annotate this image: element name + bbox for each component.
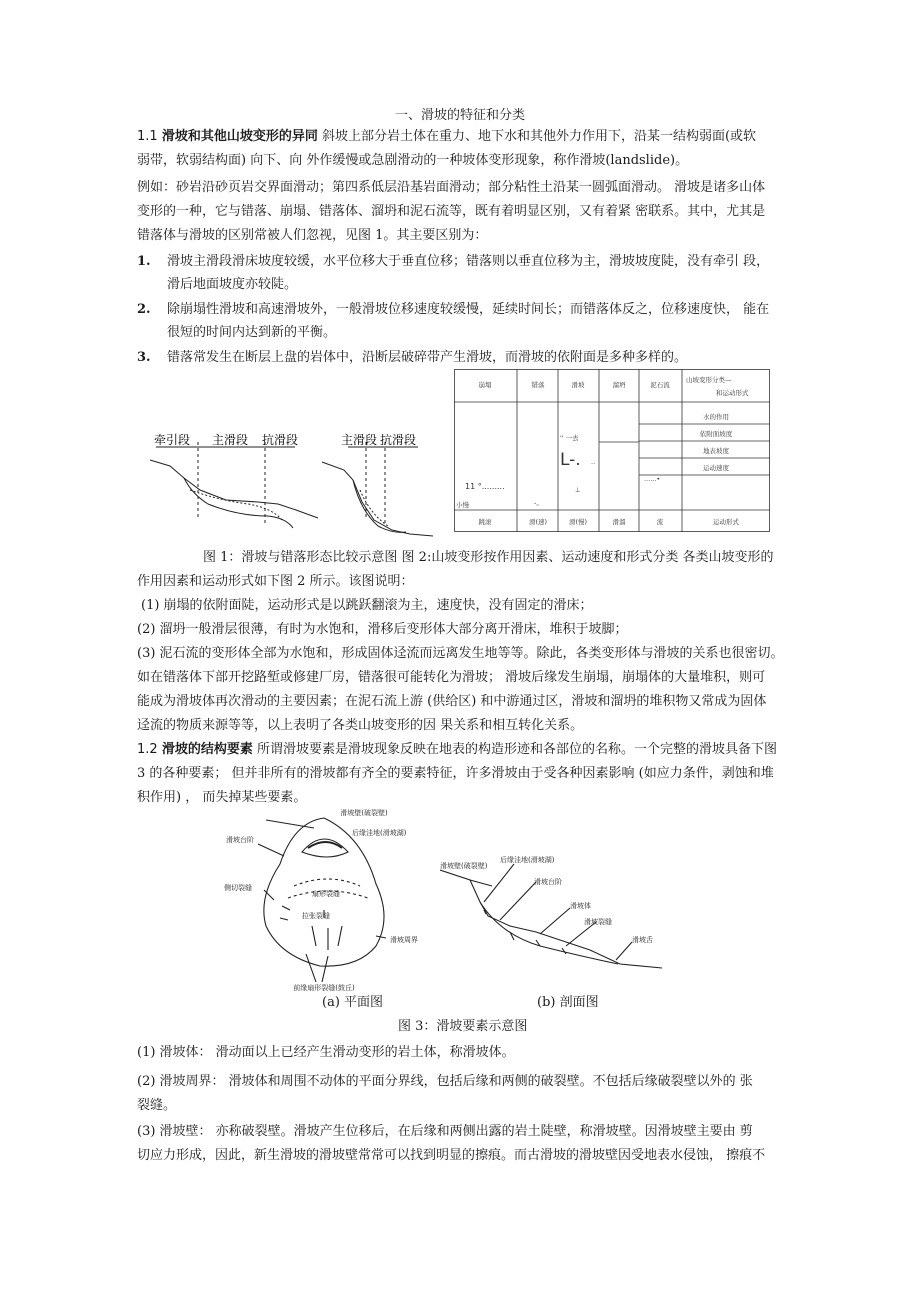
- paragraph-line: 弱带，软弱结构面) 向下、向 外作缓慢或急剧滑动的一种坡体变形现象，称作滑坡(landslide)。: [137, 153, 689, 168]
- table-mark: '' 一去: [560, 434, 579, 442]
- paragraph-line: 作用因素和运动形式如下图 2 所示。该图说明：: [137, 574, 414, 589]
- factor-label: 依附面坡度: [699, 430, 733, 438]
- list-text-line: 很短的时间内达到新的平衡。: [167, 325, 337, 340]
- figure-2-classification-table: [454, 369, 770, 532]
- section-1-1-text: 斜坡上部分岩土体在重力、地下水和其他外力作用下，沿某一结构弱面(或软: [321, 129, 757, 144]
- list-item: [137, 346, 817, 370]
- fig3-section-label: 滑坡台阶: [534, 878, 562, 886]
- subfigure-label-b: (b) 剖面图: [537, 995, 599, 1010]
- fan-cracks: [312, 926, 342, 950]
- factor-label: 运动速度: [703, 464, 729, 472]
- list-text-line: 除崩塌性滑坡和高速滑坡外，一般滑坡位移速度较缓慢，延续时间长；而错落体反之，位移速度快， 能在: [167, 302, 770, 317]
- definition-line: (1) 滑坡体： 滑动面以上已经产生滑动变形的岩土体，称滑坡体。: [137, 1045, 515, 1060]
- paragraph-line: 积作用) ， 而失掉某些要素。: [137, 790, 307, 805]
- table-header: 崩塌: [478, 381, 492, 389]
- table-header: 和运动形式: [716, 389, 749, 397]
- figure-3a-plan-view: [224, 806, 436, 992]
- figure-caption: 图 1：滑坡与错落形态比较示意图 图 2:山坡变形按作用因素、运动速度和形式分类 各类山坡变形的: [203, 550, 774, 565]
- fig3-plan-label: 后缘洼地(滑坡湖): [352, 829, 407, 837]
- paragraph-line: 能成为滑坡体再次滑动的主要因素；在泥石流上游 (供给区) 和中游通过区，滑坡和溜坍的堆积物又常成为固体: [137, 694, 767, 709]
- list-text-line: 滑坡主滑段滑床坡度较缓，水平位移大于垂直位移；错落则以垂直位移为主，滑坡坡度陡，没有牵引 段，: [167, 254, 770, 269]
- table-mark: ⊥: [575, 486, 581, 494]
- motion-label: 运动形式: [713, 518, 739, 526]
- slide-surface-curve: [184, 478, 293, 528]
- section-1-2-number: 1.2: [137, 742, 158, 757]
- fig1-label: 主滑段: [211, 433, 249, 447]
- table-header: 错落: [531, 381, 545, 389]
- section-1-1-heading: 滑坡和其他山坡变形的异同: [161, 129, 318, 144]
- slide-body-outline: [190, 490, 282, 520]
- fig3-plan-label: 滑坡周界: [390, 936, 418, 944]
- fig3-section-label: 滑坡壁(破裂壁): [440, 862, 488, 870]
- motion-label: 滑(速): [528, 518, 548, 526]
- table-mark: -。: [534, 499, 543, 507]
- figure-3-caption: 图 3：滑坡要素示意图: [398, 1019, 528, 1034]
- page-title: 一、滑坡的特征和分类: [394, 108, 525, 123]
- paragraph-line: 错落体与滑坡的区别常被人们忽视，见图 1。其主要区别为：: [137, 228, 488, 243]
- factor-label: 地表坡度: [703, 447, 729, 455]
- motion-label: 跳滚: [478, 518, 492, 526]
- list-item: [137, 250, 817, 298]
- definition-line: (2) 滑坡周界： 滑坡体和周围不动体的平面分界线，包括后缘和两侧的破裂壁。不包括后缘破裂壁以外的 张: [137, 1074, 753, 1089]
- definition-line: 裂缝。: [137, 1098, 177, 1113]
- table-mark: 小慢: [456, 501, 469, 509]
- list-number: 1.: [137, 254, 151, 269]
- paragraph-line: 变形的一种，它与错落、崩塌、错落体、溜坍和泥石流等，既有着明显区别，又有着紧 密联系。其中，尤其是: [137, 204, 766, 219]
- list-text-line: 错落常发生在断层上盘的岩体中，沿断层破碎带产生滑坡，而滑坡的依附面是多种多样的。: [167, 350, 688, 365]
- paragraph-line: 3 的各种要素； 但并非所有的滑坡都有齐全的要素特征，许多滑坡由于受各种因素影响 (如应力条件，剥蚀和堆: [137, 766, 774, 781]
- table-header: 溜坍: [612, 381, 626, 389]
- list-number: 2.: [137, 302, 151, 317]
- step-line: [294, 879, 360, 886]
- fig3-plan-label: 扇形裂缝: [312, 890, 340, 898]
- section-1-2-first-line: [137, 739, 837, 762]
- fig3-plan-label: 拉张裂缝: [302, 912, 330, 920]
- dislocation-body-outline: [360, 490, 388, 526]
- slope-ground-line: [150, 460, 318, 518]
- paragraph-line: 如在错落体下部开挖路堑或修建厂房，错落很可能转化为滑坡； 滑坡后缘发生崩塌，崩塌体的大量堆积，则可: [137, 670, 766, 685]
- fig3-plan-label: 前缘扇形裂缝(鼓丘): [293, 984, 355, 992]
- list-item: (1) 崩塌的依附面陡，运动形式是以跳跃翻滚为主，速度快，没有固定的滑床；: [141, 598, 593, 613]
- figure-1-slope-comparison: [148, 430, 440, 540]
- figure-3b-section-view: [440, 846, 666, 974]
- paragraph-line: 迳流的物质来源等等，以上表明了各类山坡变形的因 果关系和相互转化关系。: [137, 718, 584, 733]
- fig3-section-label: 滑坡裂缝: [584, 918, 612, 926]
- table-header: 泥石流: [650, 381, 670, 389]
- table-mark: L-.: [560, 450, 581, 470]
- list-item: (3) 泥石流的变形体全部为水饱和，形成固体迳流而远离发生地等等。除此，各类变形体与滑坡的关系也很密切。: [137, 646, 784, 661]
- list-item: [137, 298, 817, 346]
- table-mark: ..: [591, 458, 596, 466]
- fig3-section-label: 后缘洼地(滑坡湖): [500, 856, 555, 864]
- table-header: 滑坡: [571, 381, 585, 389]
- definition-line: 切应力形成，因此，新生滑坡的滑坡壁常常可以找到明显的擦痕。而古滑坡的滑坡壁因受地表水侵蚀， 擦痕不: [137, 1148, 766, 1163]
- fig1-label: 抗滑段: [379, 433, 417, 447]
- slide-surface: [480, 902, 618, 964]
- motion-label: 滑(慢): [568, 518, 588, 526]
- table-mark: ......•: [644, 475, 661, 483]
- definition-line: (3) 滑坡壁： 亦称破裂壁。滑坡产生位移后，在后缘和两侧出露的岩土陡壁，称滑坡壁。因滑坡壁主要由 剪: [137, 1124, 753, 1139]
- motion-label: 滑溜: [612, 518, 626, 526]
- section-1-2-text: 所谓滑坡要素是滑坡现象反映在地表的构造形迹和各部位的名称。一个完整的滑坡具备下图: [256, 742, 777, 757]
- fig1-label: 抗滑段: [261, 433, 299, 447]
- table-header: 山坡变形分类—: [686, 376, 732, 384]
- fig3-section-label: 滑坡体: [570, 902, 591, 910]
- fig3-plan-label: 滑坡壁(破裂壁): [340, 809, 388, 817]
- fig3-plan-label: 滑坡台阶: [226, 836, 254, 844]
- subfigure-label-a: (a) 平面图: [322, 995, 384, 1010]
- fig1-label: 主滑段: [340, 433, 378, 447]
- section-1-1-first-line: [137, 126, 837, 149]
- dislocation-surface-curve: [353, 480, 406, 532]
- fig3-plan-label: 侧切裂缝: [224, 884, 252, 892]
- section-1-1-number: 1.1: [137, 129, 158, 144]
- fig3-section-label: 滑坡舌: [632, 936, 653, 944]
- list-text-line: 滑后地面坡度亦较陡。: [167, 277, 298, 292]
- section-1-2-heading: 滑坡的结构要素: [161, 742, 253, 757]
- motion-label: 流: [656, 518, 664, 526]
- table-mark: 11 °.........: [465, 482, 505, 491]
- list-number: 3.: [137, 350, 151, 365]
- paragraph-line: 例如：砂岩沿砂页岩交界面滑动；第四系低层沿基岩面滑动；部分粘性土沿某一圆弧面滑动。 滑坡是诸多山体: [137, 180, 766, 195]
- fig1-label: 牵引段: [153, 433, 191, 447]
- list-item: (2) 溜坍一般滑层很薄，有时为水饱和，滑移后变形体大部分离开滑床，堆积于坡脚；: [137, 622, 628, 637]
- factor-label: 水的作用: [703, 413, 729, 421]
